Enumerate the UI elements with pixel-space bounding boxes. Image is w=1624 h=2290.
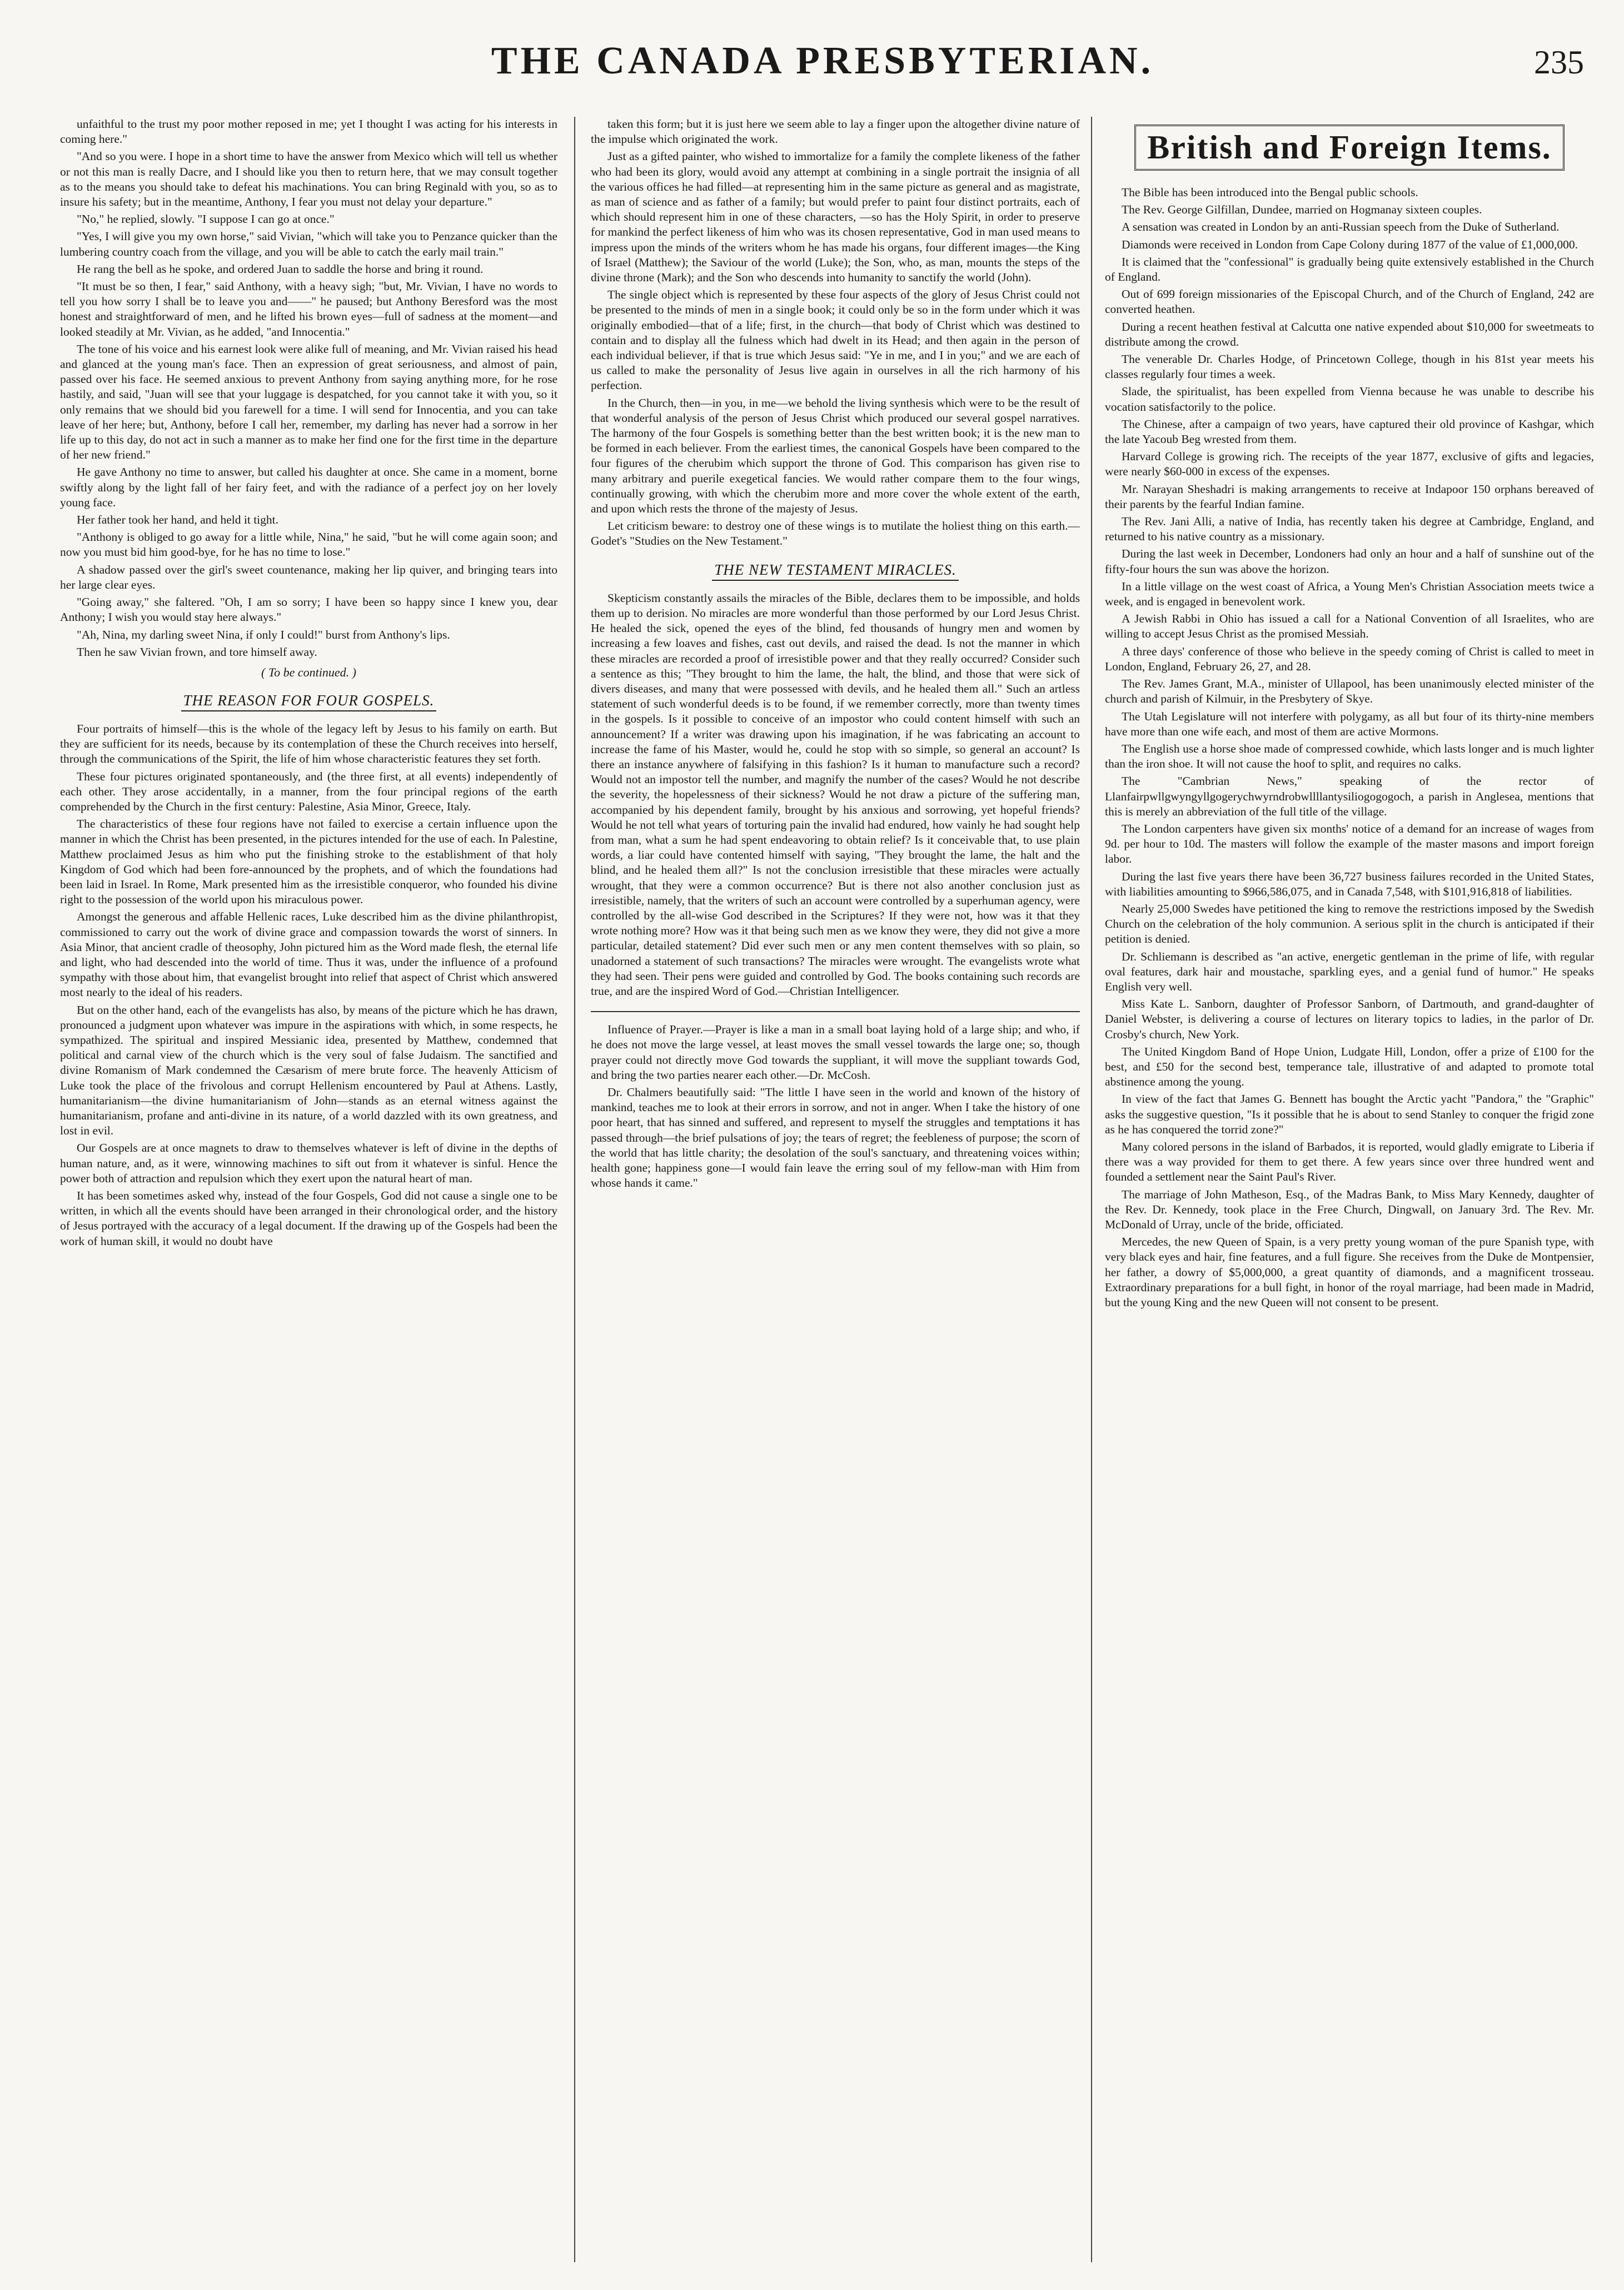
article-paragraph: In the Church, then—in you, in me—we behold the living synthesis which were to be the result of that wonderful analysis of the person of Jesus Christ which produced our several gospel narratives. The harmony of the four Gospels is something better than the best written book; it is the new man to be formed in each believer. From the earliest times, the canonical Gospels have been compared to the four figures of the cherubim which support the throne of God. This comparison has given rise to many arbitrary and puerile exegetical fancies. We would rather compare them to the four wings, continually growing, with which the cherubim more and more cover the whole extent of the earth, and upon which rests the throne of the majesty of Jesus. [591,396,1080,516]
news-item: The London carpenters have given six months' notice of a demand for an increase of wages from 9d. per hour to 10d. The masters will follow the example of the master masons and import foreign labor. [1105,822,1594,866]
miracles-article [591,591,1080,999]
story-paragraph: A shadow passed over the girl's sweet countenance, making her lip quiver, and bringing tears into her large clear eyes. [60,562,557,591]
news-item: The Rev. Jani Alli, a native of India, has recently taken his degree at Cambridge, England, and returned to his native country as a missionary. [1105,515,1594,544]
story-paragraph: "And so you were. I hope in a short time to have the answer from Mexico which will tell us whether or not this man is really Dacre, and I should like you then to return here, that we may consult together as to the means you should take to defeat his machinations. You can bring Reginald with you, so as to insure his safety; but in the meantime, Anthony, I fear you must not delay your departure." [60,150,557,209]
news-item: In view of the fact that James G. Bennett has bought the Arctic yacht "Pandora," the "Graphic" asks the suggestive question, "Is it possible that he is about to send Stanley to conquer the frigid zone as he has conquered the torrid zone?" [1105,1092,1594,1136]
news-item: The Utah Legislature will not interfere with polygamy, as all but four of its thirty-nine members have more than one wife each, and most of them are active Mormons. [1105,709,1594,738]
news-item: Out of 699 foreign missionaries of the Episcopal Church, and of the Church of England, 242 are converted heathen. [1105,287,1594,316]
story-paragraph: He rang the bell as he spoke, and ordered Juan to saddle the horse and bring it round. [77,262,484,276]
story-paragraph: "Going away," she faltered. "Oh, I am so sorry; I have been so happy since I knew you, dear Anthony; I wish you would stay here always." [60,595,557,624]
serial-story [60,117,557,660]
news-item: The marriage of John Matheson, Esq., of the Madras Bank, to Miss Mary Kennedy, daughter of the Rev. Dr. Kennedy, took place in the Free Church, Dingwall, on January 3rd. The Rev. Mr. McDonald of Urray, uncle of the bride, officiated. [1105,1187,1594,1231]
newspaper-title: THE CANADA PRESBYTERIAN. [491,39,1154,82]
story-paragraph: Then he saw Vivian frown, and tore himself away. [77,645,317,659]
british-foreign-items-heading: British and Foreign Items. [1105,125,1594,171]
news-item: The venerable Dr. Charles Hodge, of Princetown College, though in his 81st year meets his classes regularly four times a week. [1105,352,1594,381]
news-item: Nearly 25,000 Swedes have petitioned the king to remove the restrictions imposed by the Swedish Church on the celebration of the holy communion. A serious split in the church is anticipated if their petition is denied. [1105,902,1594,946]
story-paragraph: Her father took her hand, and held it tight. [77,513,279,527]
news-item: It is claimed that the "confessional" is gradually being quite extensively established in the Church of England. [1105,255,1594,284]
article-paragraph: The single object which is represented by these four aspects of the glory of Jesus Christ could not be presented to the minds of men in a single book; it could only be so in the form under which it was originally embodied—that of a life; first, in the church—that body of Christ which was destined to contain and to display all the fulness which had dwelt in its Head; and then again in the person of each individual believer, if that is true which Jesus said: "Ye in me, and I in you;" and we are each of us called to make the personality of Jesus live again in ourselves in all the rich harmony of his perfection. [591,288,1080,392]
news-item: Many colored persons in the island of Barbados, it is reported, would gladly emigrate to Liberia if there was a way provided for them to get there. A few years since over three hundred went and founded a settlement near the Saint Paul's River. [1105,1139,1594,1184]
news-item: Harvard College is growing rich. The receipts of the year 1877, exclusive of gifts and legacies, were nearly $60-000 in excess of the expenses. [1105,450,1594,479]
news-item: Miss Kate L. Sanborn, daughter of Professor Sanborn, of Dartmouth, and grand-daughter of Daniel Webster, is delivering a course of lectures on literary topics to ladies, in the parlor of Dr. Crosby's church, New York. [1105,997,1594,1041]
gospels-continued-article [591,117,1080,549]
news-item: During the last five years there have been 36,727 business failures recorded in the United States, with liabilities amounting to $966,586,075, and in Canada 7,548, with $101,916,818 of liabilities. [1105,869,1594,898]
article-paragraph: taken this form; but it is just here we seem able to lay a finger upon the altogether divine nature of the impulse which originated the work. [591,117,1080,146]
section-heading-miracles: THE NEW TESTAMENT MIRACLES. [591,561,1080,581]
article-paragraph: It has been sometimes asked why, instead of the four Gospels, God did not cause a single one to be written, in which all the events should have been arranged in their chronological order, and the history of Jesus portrayed with the accuracy of a legal document. If the drawing up of the Gospels had been the work of human skill, it would no doubt have [60,1189,557,1248]
story-paragraph: "Ah, Nina, my darling sweet Nina, if only I could!" burst from Anthony's lips. [77,628,450,641]
news-item: The English use a horse shoe made of compressed cowhide, which lasts longer and is much lighter than the iron shoe. It will not cause the hoof to split, and requires no calks. [1105,741,1594,771]
story-paragraph: unfaithful to the trust my poor mother reposed in me; yet I thought I was acting for his interests in coming here." [60,117,557,146]
news-item: The United Kingdom Band of Hope Union, Ludgate Hill, London, offer a prize of £100 for the best, and £50 for the second best, temperance tale, illustrative of and adapted to promote total abstinence among the young. [1105,1044,1594,1089]
to-be-continued: ( To be continued. ) [261,665,356,679]
section-divider [591,1011,1080,1012]
article-paragraph: The characteristics of these four regions have not failed to exercise a certain influence upon the manner in which the Christ has been presented, in the pictures intended for the use of each. In Palestine, Matthew proclaimed Jesus as him who put the finishing stroke to the establishment of that holy Kingdom of God which had been fore-announced by the prophets, and of which the foundations had been laid in Israel. In Rome, Mark presented him as the irresistible conqueror, who founded his divine right to the possession of the world upon his miraculous power. [60,817,557,907]
news-item: The Rev. James Grant, M.A., minister of Ullapool, has been unanimously elected minister of the church and parish of Kilmuir, in the Presbytery of Skye. [1105,677,1594,706]
story-paragraph: "Anthony is obliged to go away for a little while, Nina," he said, "but he will come again soon; and now you must bid him good-bye, for he has no time to lose." [60,530,557,559]
news-item: During the last week in December, Londoners had only an hour and a half of sunshine out of the fifty-four hours the sun was above the horizon. [1105,547,1594,576]
article-paragraph: Four portraits of himself—this is the whole of the legacy left by Jesus to his family on earth. But they are sufficient for its needs, because by its contemplation of these the Church receives into herself, through the communications of the Spirit, the life of him whose characteristic features they set forth. [60,721,557,766]
column-3 [1105,117,1594,2262]
news-item: Dr. Schliemann is described as "an active, energetic gentleman in the prime of life, with regular oval features, dark hair and moustache, sparkling eyes, and a genial fund of humor." He speaks English very well. [1105,949,1594,993]
news-items-list [1105,185,1594,1310]
story-paragraph: "It must be so then, I fear," said Anthony, with a heavy sigh; "but, Mr. Vivian, I have no words to tell you how sorry I shall be to leave you and——" he paused; but Anthony Beresford was the most honest and straightforward of men, and he lifted his brown eyes—full of sadness at the moment—and looked steadily at Mr. Vivian, as he added, "and Innocentia." [60,280,557,338]
news-item: Mr. Narayan Sheshadri is making arrangements to receive at Indapoor 150 orphans bereaved of their parents by the fearful Indian famine. [1105,482,1594,511]
story-paragraph: He gave Anthony no time to answer, but called his daughter at once. She came in a moment, borne swiftly along by the light fall of her fairy feet, and with the radiance of a perfect joy on her lovely young face. [60,465,557,509]
article-paragraph: Amongst the generous and affable Hellenic races, Luke described him as the divine philanthropist, commissioned to carry out the work of divine grace and compassion towards the worst of sinners. In Asia Minor, that ancient cradle of theosophy, John pictured him as the Word made flesh, the eternal life and light, who had descended into the world of time. Thus it was, under the influence of a profound sympathy with those about him, that evangelist brought into relief that aspect of Christ which answered most nearly to the ideal of his readers. [60,910,557,999]
news-item: The Bible has been introduced into the Bengal public schools. [1122,186,1418,199]
page-columns [60,117,1594,2262]
page-number: 235 [1534,44,1584,81]
masthead [61,33,1584,100]
article-paragraph: Let criticism beware: to destroy one of these wings is to mutilate the holiest thing on this earth.—Godet's "Studies on the New Testament." [591,519,1080,548]
news-item: During a recent heathen festival at Calcutta one native expended about $10,000 for sweetmeats to distribute among the crowd. [1105,320,1594,349]
column-rule [574,117,575,2262]
news-item: A sensation was created in London by an anti-Russian speech from the Duke of Sutherland. [1122,220,1560,234]
column-2 [591,117,1080,2262]
article-paragraph: Just as a gifted painter, who wished to immortalize for a family the complete likeness of the father who had been its glory, would avoid any attempt at combining in a single portrait the insignia of all the various offices he had filled—at representing him in the same picture as general and as magistrate, as man of science and as father of a family; but would prefer to paint four distinct portraits, each of which should represent him in one of these characters, —so has the Holy Spirit, in order to preserve for mankind the perfect likeness of him who was its chosen representative, God in man used means to impress upon the minds of the writers whom he has made his organs, four different images—the King of Israel (Matthew); the Saviour of the world (Luke); the Son, who, as man, mounts the steps of the divine throne (Mark); and the Son who descends into humanity to sanctify the world (John). [591,150,1080,285]
column-rule [1091,117,1092,2262]
news-item: Diamonds were received in London from Cape Colony during 1877 of the value of £1,000,000. [1122,237,1578,251]
column-1 [60,117,557,2262]
news-item: A Jewish Rabbi in Ohio has issued a call for a National Convention of all Israelites, who are willing to accept Jesus Christ as the promised Messiah. [1105,612,1594,641]
news-item: A three days' conference of those who believe in the speedy coming of Christ is called to meet in London, England, February 26, 27, and 28. [1105,644,1594,673]
news-item: In a little village on the west coast of Africa, a Young Men's Christian Association meets twice a week, and is engaged in benevolent work. [1105,579,1594,609]
news-item: The Rev. George Gilfillan, Dundee, married on Hogmanay sixteen couples. [1122,203,1482,217]
article-paragraph: Our Gospels are at once magnets to draw to themselves whatever is left of divine in the depths of human nature, and, as it were, winnowing machines to sift out from it whatever is sinful. Hence the power both of attraction and repulsion which they exert upon the natural heart of man. [60,1141,557,1185]
story-paragraph: The tone of his voice and his earnest look were alike full of meaning, and Mr. Vivian raised his head and glanced at the young man's face. Then an expression of great seriousness, and almost of pain, passed over his face. He seemed anxious to prevent Anthony from saying anything more, for he rose hastily, and said, "Juan will see that your luggage is despatched, for you cannot take it with you, so it only remains that we should bid you farewell for a time. I will send for Innocentia, and you can take leave of her here; but, Anthony, before I call her, remember, my darling has never had a sorrow in her life up to this day, do not act in such a manner as to make her find one for the first time in the departure of her new friend." [60,342,557,462]
news-item: The "Cambrian News," speaking of the rector of Llanfairpwllgwyngyllgogerychwyrndrobwllllantysiliogogogoch, a parish in Anglesea, mentions that this is merely an abbreviation of the full title of the village. [1105,774,1594,818]
news-item: Mercedes, the new Queen of Spain, is a very pretty young woman of the pure Spanish type, with very black eyes and hair, fine features, and a full figure. She receives from the Duke de Montpensier, her father, a dowry of $5,000,000, a great quantity of diamonds, and a magnificent trosseau. Extraordinary preparations for a bull fight, in honor of the royal marriage, had been made in Madrid, but the young King and the new Queen will not consent to be present. [1105,1235,1594,1310]
chalmers-paragraph: Dr. Chalmers beautifully said: "The little I have seen in the world and known of the history of mankind, teaches me to look at their errors in sorrow, and not in anger. When I take the history of one poor heart, that has sinned and suffered, and represent to myself the struggles and temptations it has passed through—the brief pulsations of joy; the tears of regret; the feebleness of purpose; the scorn of the world that has little charity; the desolation of the soul's sanctuary, and threatening voices within; health gone; happiness gone—I would fain leave the erring soul of my fellow-man with Him from whose hands it came." [591,1085,1080,1190]
reason-article [60,721,557,1249]
news-item: The Chinese, after a campaign of two years, have captured their old province of Kashgar, which the late Yacoub Beg wrested from them. [1105,417,1594,446]
article-paragraph: But on the other hand, each of the evangelists has also, by means of the picture which he has drawn, pronounced a judgment upon whatever was impure in the aspirations with which, in some respects, he sympathized. The spiritual and inspired Messianic idea, presented by Matthew, condemned that political and carnal view of the church which is the very soul of false Judaism. The sanctified and divine Romanism of Mark condemned the Cæsarism of mere brute force. The heavenly Atticism of Luke took the place of the frivolous and corrupt Hellenism encountered by Paul at Athens. Lastly, humanitarianism—the divine humanitarianism of John—stands as an eternal witness against the humanitarianism, profane and anti-divine in its nature, of a world dazzled with its own greatness, and lost in evil. [60,1003,557,1138]
news-item: Slade, the spiritualist, has been expelled from Vienna because he was unable to describe his vocation satisfactorily to the police. [1105,385,1594,414]
article-paragraph: Skepticism constantly assails the miracles of the Bible, declares them to be impossible, and holds them up to derision. No miracles are more wonderful than those performed by our Lord Jesus Christ. He healed the sick, opened the eyes of the blind, fed thousands of hungry men and women by increasing a few loaves and fishes, cast out devils, and raised the dead. Is not the manner in which these miracles are recorded a proof of irresistible power and that they really occurred? Consider such a sentence as this; "They brought to him the lame, the halt, the blind, and those that were sick of divers diseases, and many that were possessed with devils, and he healed them all." Such an artless statement of such wonderful deeds is to be found, if we remember correctly, more than twenty times in the gospels. Is it possible to conceive of an impostor who could content himself with such an announcement? If a writer was drawing upon his imagination, if he was fabricating an account to increase the fame of his Master, would he, could he stop with so simple, so general an account? Is there an instance anywhere of falsifying in this fashion? Is it human to manufacture such a record? Would not an impostor tell the number, and magnify the number of the cases? Would he not describe the severity, the hopelessness of their sickness? Would he not draw a picture of the suffering man, accompanied by his dependent family, brought by his anxious and sorrowing, yet hopeful friends? Would he not tell what years of torturing pain the invalid had endured, how vainly he had sought help from man, what a sum he had spent endeavoring to obtain relief? Is it conceivable that, to use plain words, a liar could have contented himself with saying, "They brought the lame, the halt and the blind, and he healed them all?" Is not the conclusion irresistible that these miracles were actually wrought, that they were a common occurrence? But is there not also another conclusion just as irresistible, namely, that the writers of such an account were controlled by a superhuman agency, were controlled by the all-wise God described in the Scriptures? If they were not, how was it that they wrote nothing more? How was it that being such men as we know they were, they did not give a more particular, detailed statement? Did ever such men or any men content themselves with so plain, so unadorned a statement of such transactions? The miracles were wrought. The evangelists wrote what they had seen. Their pens were guided and controlled by God. The books containing such records are true, and are the inspired Word of God.—Christian Intelligencer. [591,591,1080,998]
section-heading-reason: THE REASON FOR FOUR GOSPELS. [60,692,557,711]
article-paragraph: These four pictures originated spontaneously, and (the three first, at all events) independently of each other. They arose accidentally, in a manner, from the four principal regions of the earth comprehended by the Church in the first century: Palestine, Asia Minor, Greece, Italy. [60,769,557,813]
story-paragraph: "Yes, I will give you my own horse," said Vivian, "which will take you to Penzance quicker than the lumbering country coach from the village, and you will be able to catch the early mail train." [60,230,557,258]
influence-of-prayer-paragraph: Influence of Prayer.—Prayer is like a man in a small boat laying hold of a large ship; and who, if he does not move the large vessel, at least moves the small vessel towards the large one; so, though prayer could not directly move God towards the suppliant, it will move the suppliant towards God, and bring the two parties nearer each other.—Dr. McCosh. [591,1023,1080,1082]
story-paragraph: "No," he replied, slowly. "I suppose I can go at once." [77,212,335,226]
